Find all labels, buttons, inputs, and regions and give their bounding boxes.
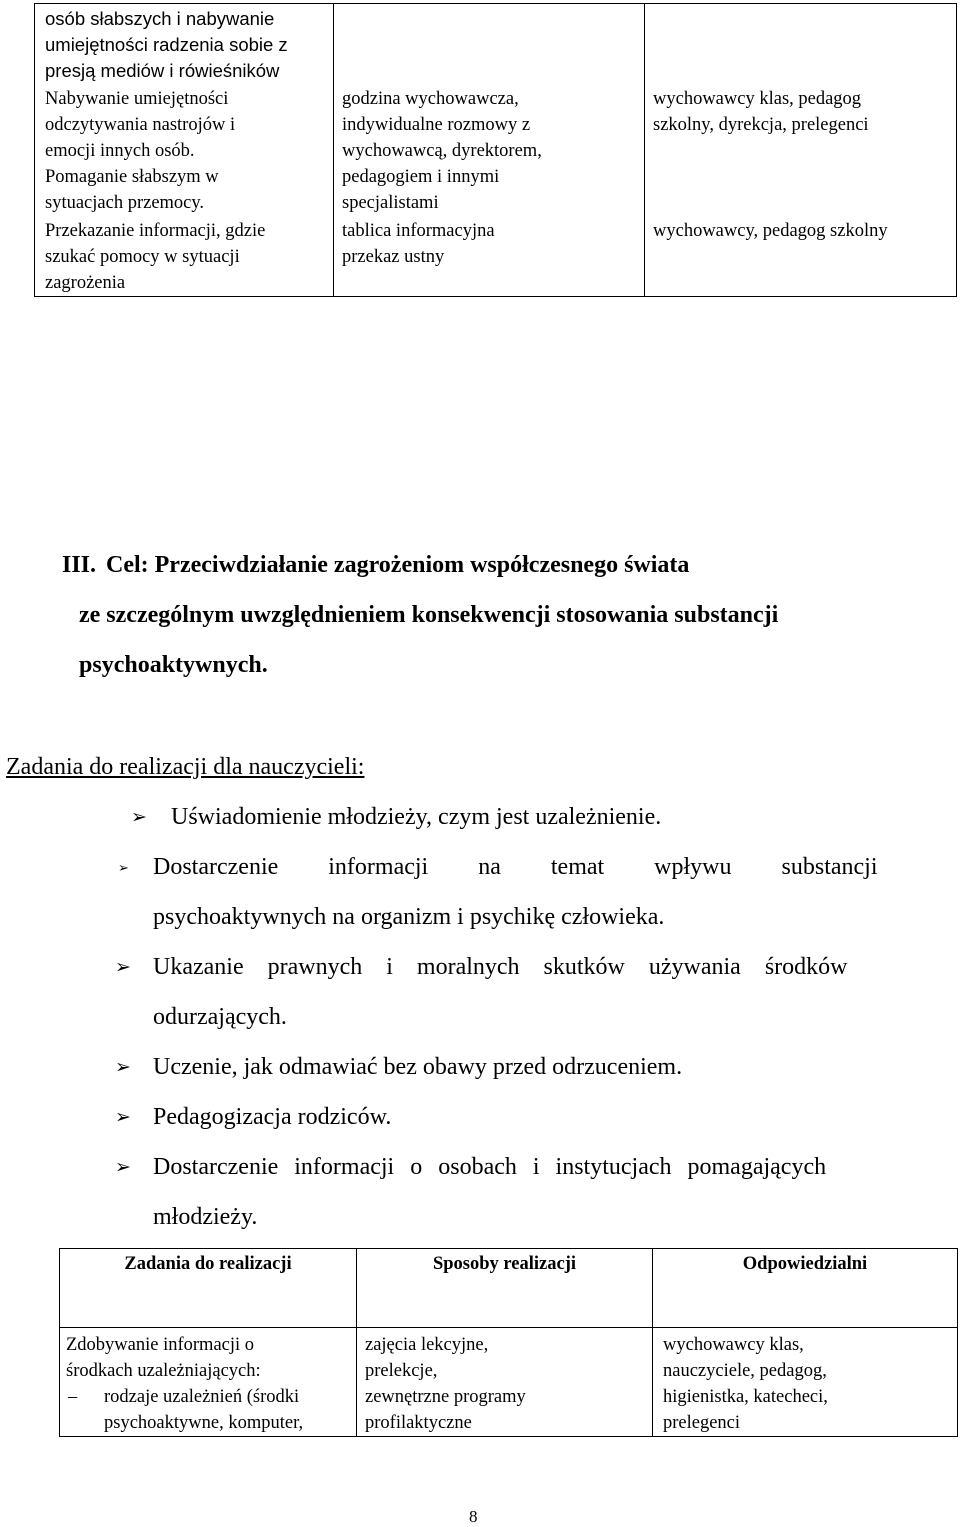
bullet-arrow-icon: ➢ bbox=[115, 1057, 131, 1078]
table1-text: zagrożenia bbox=[45, 273, 126, 293]
bullet-arrow-icon: ➢ bbox=[115, 957, 131, 978]
table1-text: wychowawcą, dyrektorem, bbox=[342, 141, 542, 161]
section-heading-line: Cel: Przeciwdziałanie zagrożeniom współczesnego świata bbox=[106, 552, 690, 578]
column-header: Odpowiedzialni bbox=[742, 1254, 868, 1274]
section-heading-line: ze szczególnym uwzględnieniem konsekwencji stosowania substancji bbox=[79, 602, 779, 628]
table2-text: prelegenci bbox=[663, 1413, 741, 1433]
list-item: Ukazanie prawnych i moralnych skutków używania środków bbox=[153, 954, 848, 980]
table1-text: umiejętności radzenia sobie z bbox=[45, 34, 288, 55]
table2-text: profilaktyczne bbox=[365, 1413, 472, 1433]
table1-text: wychowawcy, pedagog szkolny bbox=[653, 221, 888, 241]
table1-text: tablica informacyjna bbox=[342, 221, 495, 241]
list-item: odurzających. bbox=[153, 1004, 287, 1030]
table1-text: presją mediów i rówieśników bbox=[45, 60, 280, 81]
dash-bullet: – bbox=[68, 1387, 78, 1407]
section-number: III. bbox=[62, 552, 97, 578]
column-header: Sposoby realizacji bbox=[432, 1254, 577, 1274]
table1-text: szkolny, dyrekcja, prelegenci bbox=[653, 115, 869, 135]
tasks-title: Zadania do realizacji dla nauczycieli: bbox=[6, 754, 365, 780]
table1-text: sytuacjach przemocy. bbox=[45, 193, 205, 213]
list-item: psychoaktywnych na organizm i psychikę człowieka. bbox=[153, 904, 665, 930]
table2-text: psychoaktywne, komputer, bbox=[104, 1413, 304, 1433]
table2-text: wychowawcy klas, bbox=[663, 1335, 804, 1355]
table2-text: zajęcia lekcyjne, bbox=[365, 1335, 489, 1355]
column-header: Zadania do realizacji bbox=[124, 1254, 292, 1274]
table1-text: emocji innych osób. bbox=[45, 141, 195, 161]
table1-text: Nabywanie umiejętności bbox=[45, 89, 229, 109]
table2-text: Zdobywanie informacji o bbox=[66, 1335, 255, 1355]
table1-text: godzina wychowawcza, bbox=[342, 89, 519, 109]
bullet-arrow-icon: ➢ bbox=[131, 807, 147, 828]
list-item: Uczenie, jak odmawiać bez obawy przed odrzuceniem. bbox=[153, 1054, 683, 1080]
list-item: młodzieży. bbox=[153, 1204, 258, 1230]
table1-text: wychowawcy klas, pedagog bbox=[653, 89, 862, 109]
table2-text: higienistka, katecheci, bbox=[663, 1387, 828, 1407]
list-item: Dostarczenie informacji o osobach i instytucjach pomagających bbox=[153, 1154, 827, 1180]
table2-text: rodzaje uzależnień (środki bbox=[104, 1387, 300, 1407]
table1-text: pedagogiem i innymi bbox=[342, 167, 500, 187]
page-number: 8 bbox=[469, 1507, 478, 1526]
list-item: Uświadomienie młodzieży, czym jest uzależnienie. bbox=[171, 804, 662, 830]
bullet-arrow-icon: ➢ bbox=[115, 1107, 131, 1128]
table2-text: środkach uzależniających: bbox=[66, 1361, 261, 1381]
bullet-arrow-icon: ➢ bbox=[118, 860, 129, 875]
table1-text: szukać pomocy w sytuacji bbox=[45, 247, 240, 267]
table2-text: zewnętrzne programy bbox=[365, 1387, 526, 1407]
table1-text: przekaz ustny bbox=[342, 247, 445, 267]
table1-text: indywidualne rozmowy z bbox=[342, 115, 531, 135]
table1-text: specjalistami bbox=[342, 193, 439, 213]
table1-text: odczytywania nastrojów i bbox=[45, 115, 236, 135]
section-heading-line: psychoaktywnych. bbox=[79, 652, 268, 678]
table2-text: prelekcje, bbox=[365, 1361, 438, 1381]
table2-text: nauczyciele, pedagog, bbox=[663, 1361, 827, 1381]
list-item: Pedagogizacja rodziców. bbox=[153, 1104, 392, 1130]
bullet-arrow-icon: ➢ bbox=[115, 1157, 131, 1178]
table1-text: Pomaganie słabszym w bbox=[45, 167, 219, 187]
table1-text: Przekazanie informacji, gdzie bbox=[45, 221, 266, 241]
table1-cell-responsible bbox=[644, 3, 957, 297]
table1-text: osób słabszych i nabywanie bbox=[45, 8, 275, 29]
list-item: Dostarczenie informacji na temat wpływu substancji bbox=[153, 854, 878, 880]
